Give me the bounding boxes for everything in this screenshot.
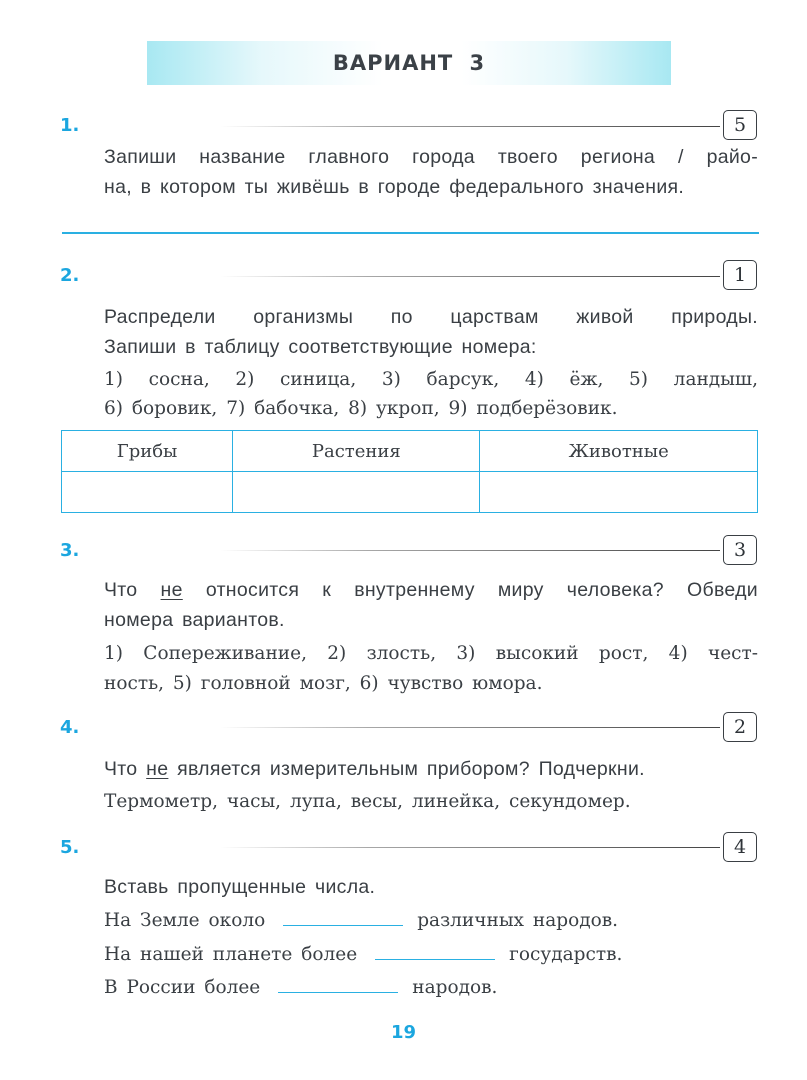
- page-number: 19: [390, 1022, 417, 1043]
- fill-in-sentence: [104, 939, 758, 970]
- instruction-text: Что: [104, 579, 161, 601]
- score-box: 2: [723, 712, 757, 742]
- instruction-text: Что: [104, 758, 147, 780]
- fill-in-sentence: [104, 905, 758, 936]
- task-divider: [220, 727, 720, 728]
- sentence-text: государств.: [509, 944, 623, 965]
- task-divider: [220, 550, 720, 551]
- blank-field[interactable]: [283, 905, 403, 926]
- task-divider: [220, 847, 720, 848]
- task-instruction: Запиши название главного города твоего региона / райо-: [104, 146, 758, 168]
- options-text: 1) сосна, 2) синица, 3) барсук, 4) ёж, 5) ландыш,: [104, 369, 758, 390]
- answer-cell-fungi[interactable]: [62, 472, 233, 513]
- task-number: 4.: [60, 717, 80, 738]
- kingdoms-table: [61, 430, 758, 513]
- task-instruction: [104, 575, 758, 605]
- task-instruction: на, в котором ты живёшь в городе федерального значения.: [104, 176, 685, 198]
- underlined-negation: не: [160, 579, 183, 601]
- options-text: 1) Сопереживание, 2) злость, 3) высокий рост, 4) чест-: [104, 643, 758, 664]
- score-box: 1: [723, 260, 757, 290]
- instruction-text: является измерительным прибором? Подчеркни.: [168, 758, 645, 780]
- answer-cell-plants[interactable]: [233, 472, 480, 513]
- task-number: 1.: [60, 115, 80, 136]
- underlined-negation: не: [146, 758, 169, 780]
- options-text: 6) боровик, 7) бабочка, 8) укроп, 9) подберёзовик.: [104, 398, 618, 419]
- answer-line[interactable]: [62, 232, 759, 234]
- blank-field[interactable]: [278, 972, 398, 993]
- blank-field[interactable]: [375, 939, 495, 960]
- sentence-text: На нашей планете более: [104, 944, 358, 965]
- task-instruction: Запиши в таблицу соответствующие номера:: [104, 336, 537, 358]
- score-box: 5: [723, 110, 757, 140]
- task-instruction: номера вариантов.: [104, 609, 285, 631]
- score-box: 4: [723, 832, 757, 862]
- sentence-text: В России более: [104, 977, 261, 998]
- sentence-text: На Земле около: [104, 910, 266, 931]
- instruction-text: относится к внутреннему миру человека? Обведи: [182, 579, 758, 601]
- task-number: 2.: [60, 265, 80, 286]
- variant-banner: [147, 41, 671, 85]
- task-divider: [220, 126, 720, 127]
- task-instruction: Распредели организмы по царствам живой природы.: [104, 306, 758, 328]
- variant-title: ВАРИАНТ 3: [332, 51, 486, 75]
- sentence-text: различных народов.: [417, 910, 619, 931]
- options-text[interactable]: Термометр, часы, лупа, весы, линейка, секундомер.: [104, 791, 631, 812]
- column-header-animals: Животные: [480, 431, 758, 472]
- table-header-row: [62, 431, 758, 472]
- task-instruction: [104, 754, 758, 784]
- table-row: [62, 472, 758, 513]
- fill-in-sentence: [104, 972, 758, 1003]
- task-divider: [220, 276, 720, 277]
- task-instruction: Вставь пропущенные числа.: [104, 876, 376, 898]
- column-header-plants: Растения: [233, 431, 480, 472]
- answer-cell-animals[interactable]: [480, 472, 758, 513]
- task-number: 5.: [60, 837, 80, 858]
- task-number: 3.: [60, 540, 80, 561]
- score-box: 3: [723, 535, 757, 565]
- sentence-text: народов.: [412, 977, 498, 998]
- options-text: ность, 5) головной мозг, 6) чувство юмора.: [104, 673, 543, 694]
- column-header-fungi: Грибы: [62, 431, 233, 472]
